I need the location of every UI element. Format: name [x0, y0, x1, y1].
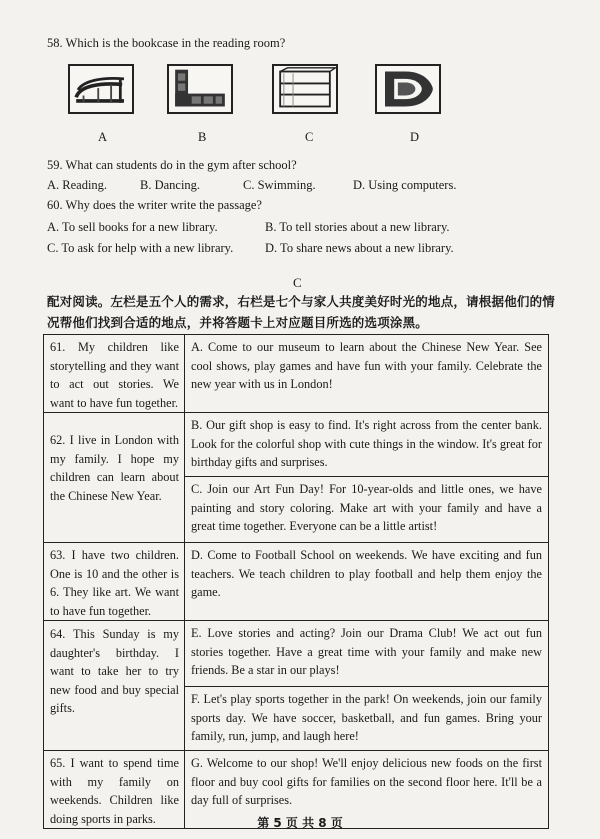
place-cell: [185, 687, 549, 751]
place-a: A. Come to our museum to learn about the Chinese New Year. See cool shows, play games and have fun with your family. Celebrate the new year with us in London!: [191, 340, 542, 391]
need-62: 62. I live in London with my family. I hope my children can learn about the Chinese New Year.: [50, 433, 179, 503]
need-cell: [44, 335, 185, 413]
option-d-label: D: [410, 130, 420, 144]
question-58-stem: 58. Which is the bookcase in the reading room?: [47, 36, 286, 50]
bookcase-d-icon: [377, 66, 439, 112]
question-60-stem: 60. Why does the writer write the passage?: [47, 198, 262, 212]
option-d-image: [375, 64, 441, 114]
q60-option-d: D. To share news about a new library.: [265, 241, 454, 255]
q59-option-d: D. Using computers.: [353, 178, 457, 192]
page-number: 第 5 页 共 8 页: [257, 816, 343, 830]
option-c-image: [272, 64, 338, 114]
place-d: D. Come to Football School on weekends. We have exciting and fun teachers. We teach children to play football and help them enjoy the game.: [191, 548, 542, 599]
matching-table: [43, 334, 549, 829]
need-cell: [44, 413, 185, 543]
place-f: F. Let's play sports together in the park! On weekends, join our family sports day. We have soccer, basketball, and fun games. Bring your family, run, jump, and laugh here!: [191, 692, 542, 743]
question-59-stem: 59. What can students do in the gym after school?: [47, 158, 297, 172]
q60-option-a: A. To sell books for a new library.: [47, 220, 218, 234]
q59-option-b: B. Dancing.: [140, 178, 201, 192]
need-cell: [44, 543, 185, 621]
place-b: B. Our gift shop is easy to find. It's right across from the center bank. Look for the colorful shop with cute things in the window. It's great for birthday gifts and surprises.: [191, 418, 542, 469]
need-65: 65. I want to spend time with my family on weekends. Children like doing sports in parks.: [50, 756, 179, 826]
option-b-image: [167, 64, 233, 114]
place-cell: [185, 413, 549, 477]
option-c-label: C: [305, 130, 314, 144]
need-cell: [44, 621, 185, 751]
bookcase-b-icon: [169, 66, 231, 112]
q60-option-c: C. To ask for help with a new library.: [47, 241, 234, 255]
need-61: 61. My children like storytelling and they want to act out stories. We want to have fun together.: [50, 340, 179, 410]
place-e: E. Love stories and acting? Join our Drama Club! We act out fun stories together. Have a great time with your family and make new friends. Be a star in our plays!: [191, 626, 542, 677]
place-c: C. Join our Art Fun Day! For 10-year-olds and little ones, we have painting and story coloring. Make art with your family and have a great time together. Everyone can be a little artist!: [191, 482, 542, 533]
q59-option-a: A. Reading.: [47, 178, 108, 192]
section-instructions: 配对阅读。左栏是五个人的需求，右栏是七个与家人共度美好时光的地点，请根据他们的情况帮他们找到合适的地点，并将答题卡上对应题目所选的选项涂黑。: [47, 294, 556, 330]
place-cell: [185, 335, 549, 413]
q60-option-b: B. To tell stories about a new library.: [265, 220, 450, 234]
place-cell: [185, 621, 549, 687]
place-g: G. Welcome to our shop! We'll enjoy delicious new foods on the first floor and buy cool gifts for families on the second floor here. It'll be a day full of surprises.: [191, 756, 542, 807]
option-b-label: B: [198, 130, 207, 144]
option-a-image: [68, 64, 134, 114]
option-a-label: A: [98, 130, 108, 144]
bookcase-c-icon: [274, 66, 336, 112]
need-64: 64. This Sunday is my daughter's birthday. I want to take her to try new food and buy special gifts.: [50, 627, 179, 715]
q59-option-c: C. Swimming.: [243, 178, 316, 192]
place-cell: [185, 543, 549, 621]
section-label: C: [293, 275, 302, 290]
bookcase-a-icon: [70, 66, 132, 112]
place-cell: [185, 477, 549, 543]
need-63: 63. I have two children. One is 10 and the other is 6. They like art. We want to have fun together.: [50, 548, 179, 618]
